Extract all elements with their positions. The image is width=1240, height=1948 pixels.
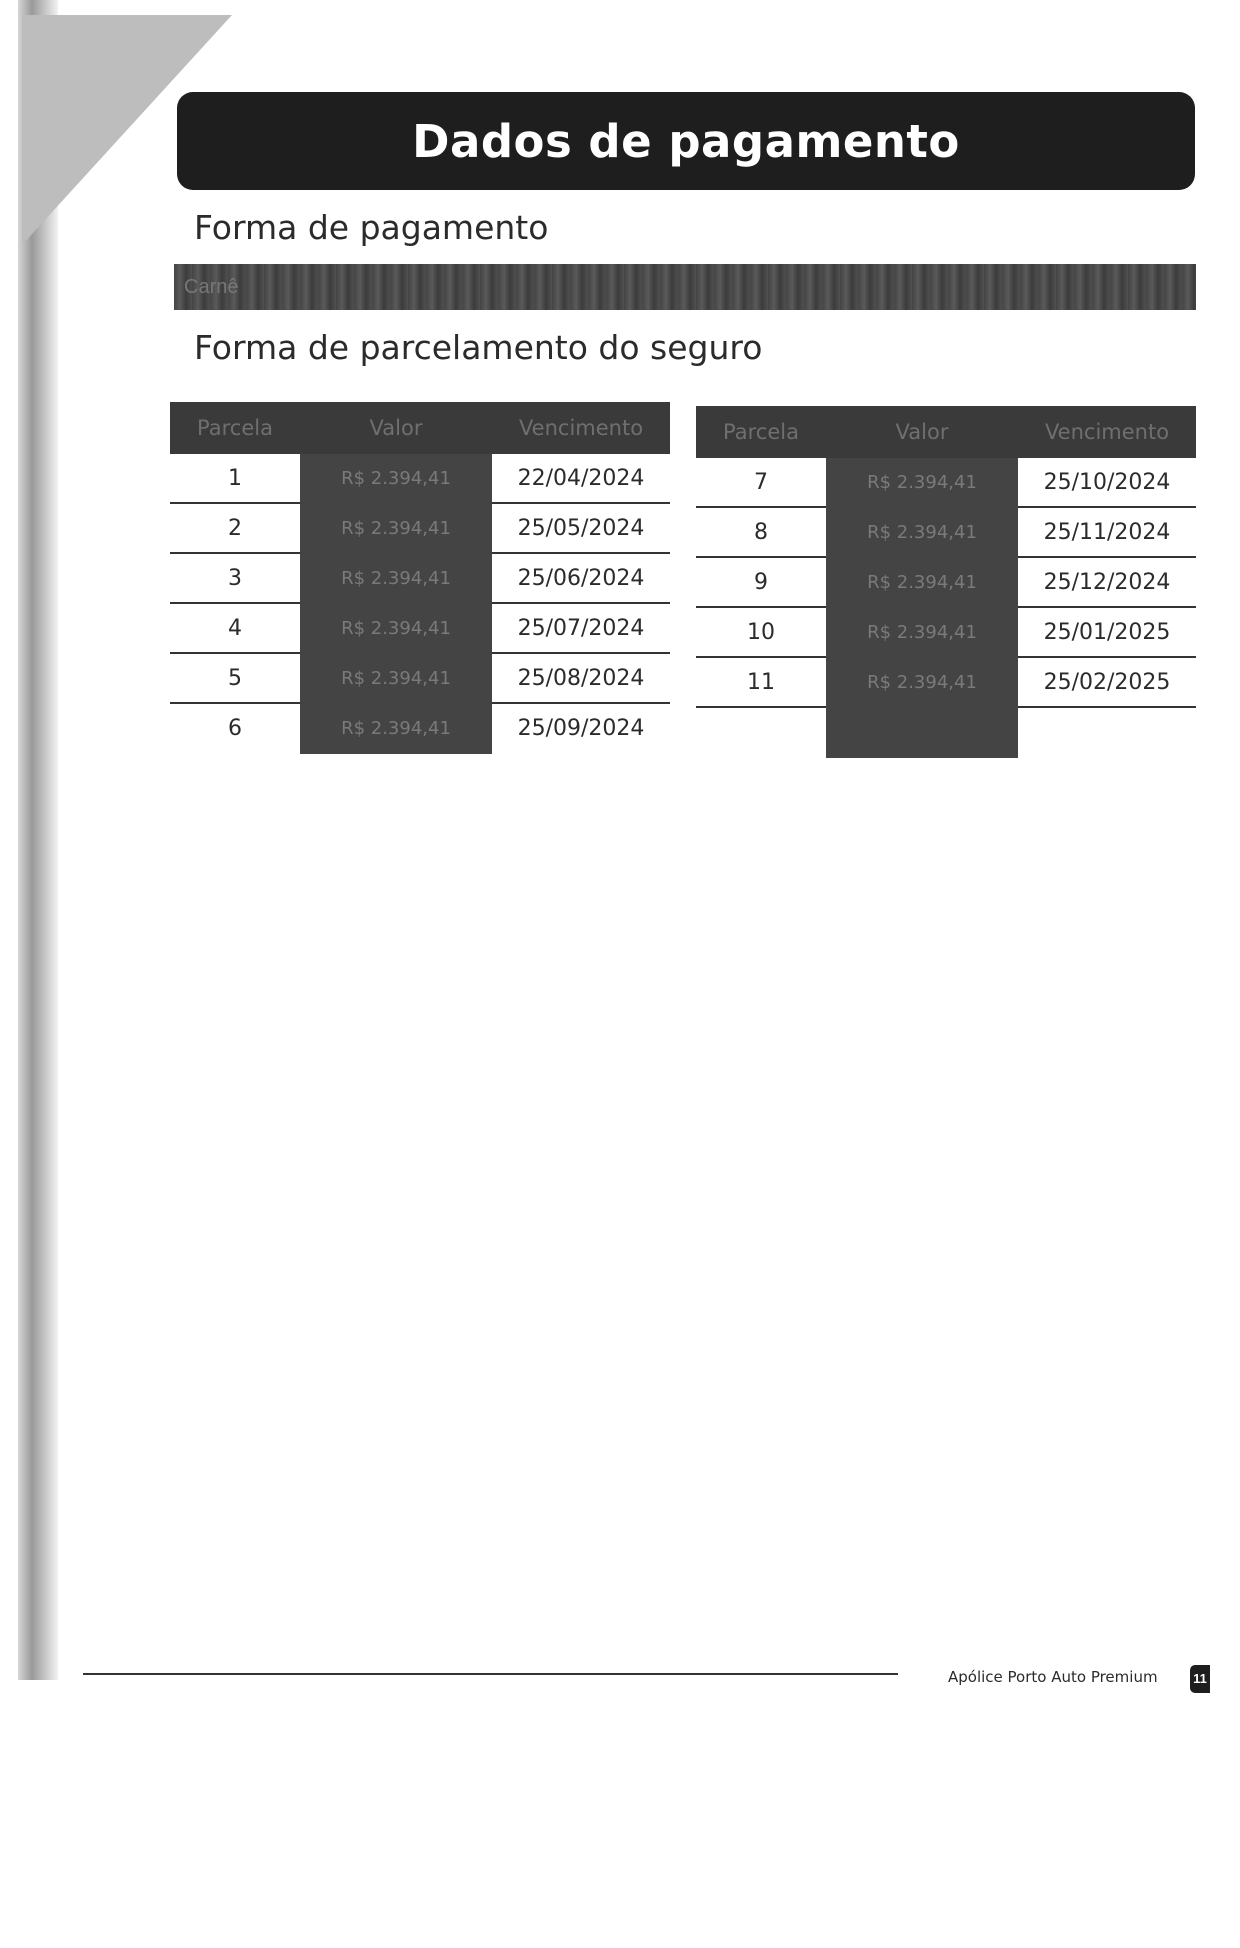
column-header-parcela: Parcela xyxy=(170,402,300,454)
installments-table-right xyxy=(696,406,1196,758)
table-row xyxy=(696,607,1196,657)
table-row xyxy=(696,657,1196,707)
installment-number: 10 xyxy=(696,607,826,657)
scan-shadow-edge xyxy=(18,0,58,1680)
installment-amount: R$ 2.394,41 xyxy=(300,703,492,753)
installment-due-date: 25/10/2024 xyxy=(1018,458,1196,507)
table-row xyxy=(696,507,1196,557)
installment-due-date: 25/08/2024 xyxy=(492,653,670,703)
installment-amount: R$ 2.394,41 xyxy=(300,653,492,703)
installment-due-date: 25/07/2024 xyxy=(492,603,670,653)
installment-due-date: 25/06/2024 xyxy=(492,553,670,603)
installment-due-date: 25/12/2024 xyxy=(1018,557,1196,607)
installment-amount: R$ 2.394,41 xyxy=(826,607,1018,657)
column-header-vencimento: Vencimento xyxy=(1018,406,1196,458)
installment-number: 6 xyxy=(228,716,242,741)
page-number-badge: 11 xyxy=(1190,1665,1210,1693)
installment-amount xyxy=(826,707,1018,757)
footer-divider xyxy=(83,1673,898,1675)
table-row xyxy=(170,454,670,503)
installment-due-date: 25/11/2024 xyxy=(1018,507,1196,557)
payment-method-value: Carnê xyxy=(174,264,1196,310)
column-header-vencimento: Vencimento xyxy=(492,402,670,454)
table-row xyxy=(170,553,670,603)
installment-due-date xyxy=(1018,707,1196,757)
installments-table-left xyxy=(170,402,670,754)
footer-document-name: Apólice Porto Auto Premium xyxy=(948,1668,1158,1686)
installment-number xyxy=(696,707,826,757)
table-row xyxy=(170,653,670,703)
installment-due-date: 25/05/2024 xyxy=(492,503,670,553)
installment-number: 9 xyxy=(696,557,826,607)
installment-due-date: 22/04/2024 xyxy=(492,454,670,503)
header-bar xyxy=(177,92,1195,190)
installment-amount: R$ 2.394,41 xyxy=(300,454,492,503)
installment-due-date: 25/01/2025 xyxy=(1018,607,1196,657)
installment-number: 8 xyxy=(696,507,826,557)
column-header-parcela: Parcela xyxy=(696,406,826,458)
installment-number: 11 xyxy=(696,657,826,707)
page-title: Dados de pagamento xyxy=(412,114,960,168)
table-row xyxy=(696,707,1196,757)
column-header-valor: Valor xyxy=(300,402,492,454)
payment-method-heading: Forma de pagamento xyxy=(194,208,549,247)
installment-amount: R$ 2.394,41 xyxy=(300,553,492,603)
table-row xyxy=(696,458,1196,507)
installment-amount: R$ 2.394,41 xyxy=(826,507,1018,557)
installment-due-date: 25/09/2024 xyxy=(517,716,645,741)
installment-amount: R$ 2.394,41 xyxy=(826,458,1018,507)
table-row xyxy=(170,703,670,753)
installment-amount: R$ 2.394,41 xyxy=(300,503,492,553)
installment-number: 5 xyxy=(170,653,300,703)
installment-number: 2 xyxy=(170,503,300,553)
installment-amount: R$ 2.394,41 xyxy=(826,557,1018,607)
installments-heading: Forma de parcelamento do seguro xyxy=(194,328,763,367)
installment-number: 7 xyxy=(696,458,826,507)
installment-due-date: 25/02/2025 xyxy=(1018,657,1196,707)
column-header-valor: Valor xyxy=(826,406,1018,458)
table-header-row xyxy=(696,406,1196,458)
table-header-row xyxy=(170,402,670,454)
installment-amount: R$ 2.394,41 xyxy=(826,657,1018,707)
installment-amount: R$ 2.394,41 xyxy=(300,603,492,653)
installment-number: 3 xyxy=(170,553,300,603)
installment-number: 1 xyxy=(170,454,300,503)
table-row xyxy=(696,557,1196,607)
installment-number: 4 xyxy=(170,603,300,653)
table-row xyxy=(170,503,670,553)
table-row xyxy=(170,603,670,653)
